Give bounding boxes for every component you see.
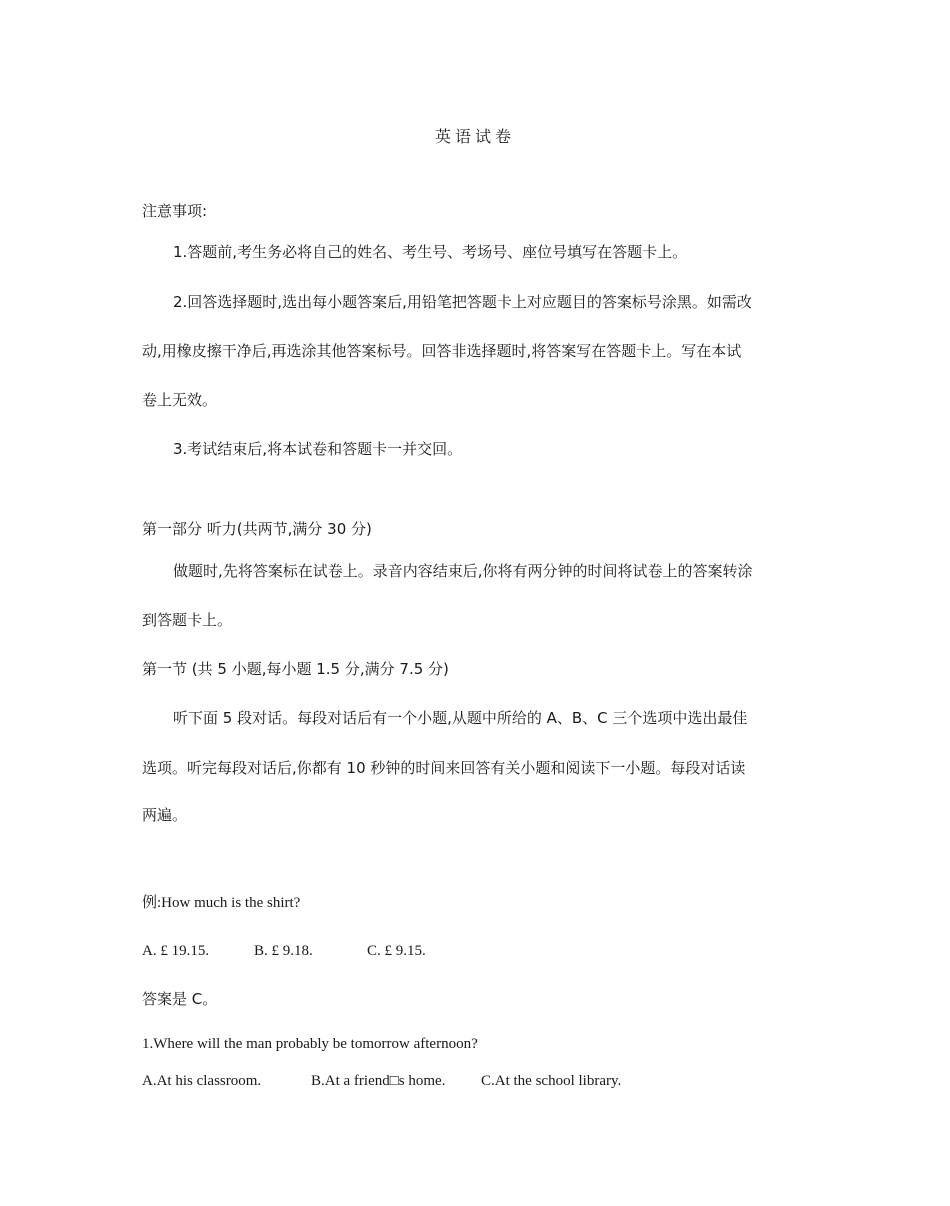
part1-heading: 第一部分 听力(共两节,满分 30 分) <box>142 520 372 538</box>
example-answer: 答案是 C。 <box>142 990 218 1008</box>
section1-heading: 第一节 (共 5 小题,每小题 1.5 分,满分 7.5 分) <box>142 660 449 678</box>
exam-title: 英语试卷 <box>434 127 515 146</box>
example-question: 例:How much is the shirt? <box>142 895 301 911</box>
part1-intro-line-2: 到答题卡上。 <box>142 611 233 629</box>
example-option-a: A. £ 19.15. <box>142 943 210 959</box>
notice-item-1: 1.答题前,考生务必将自己的姓名、考生号、考场号、座位号填写在答题卡上。 <box>173 243 688 261</box>
notice-item-2-line-2: 动,用橡皮擦干净后,再选涂其他答案标号。回答非选择题时,将答案写在答题卡上。写在本试 <box>142 342 742 360</box>
notice-item-2-line-1: 2.回答选择题时,选出每小题答案后,用铅笔把答题卡上对应题目的答案标号涂黑。如需改 <box>173 293 752 311</box>
example-option-b: B. £ 9.18. <box>254 943 313 959</box>
notice-item-2-line-3: 卷上无效。 <box>142 391 218 409</box>
question-1-option-c: C.At the school library. <box>481 1073 622 1089</box>
notice-heading: 注意事项: <box>142 202 208 220</box>
section1-intro-line-3: 两遍。 <box>142 806 188 824</box>
question-1-option-b: B.At a friend□s home. <box>311 1073 446 1089</box>
notice-item-3: 3.考试结束后,将本试卷和答题卡一并交回。 <box>173 440 463 458</box>
section1-intro-line-2: 选项。听完每段对话后,你都有 10 秒钟的时间来回答有关小题和阅读下一小题。每段对话读 <box>142 759 746 777</box>
section1-intro-line-1: 听下面 5 段对话。每段对话后有一个小题,从题中所给的 A、B、C 三个选项中选出最佳 <box>173 709 748 727</box>
question-1: 1.Where will the man probably be tomorrow afternoon? <box>142 1036 478 1052</box>
part1-intro-line-1: 做题时,先将答案标在试卷上。录音内容结束后,你将有两分钟的时间将试卷上的答案转涂 <box>173 562 753 580</box>
question-1-option-a: A.At his classroom. <box>142 1073 262 1089</box>
example-option-c: C. £ 9.15. <box>367 943 426 959</box>
